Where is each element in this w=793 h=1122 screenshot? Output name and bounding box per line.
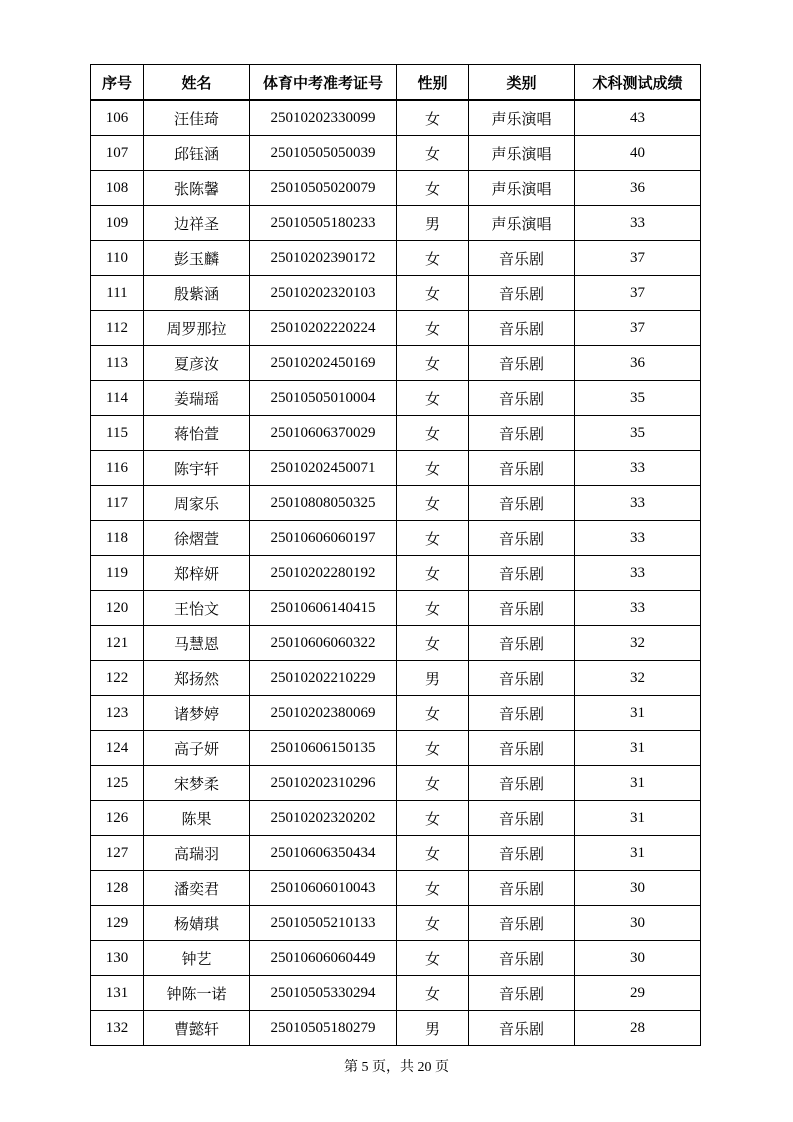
cell-score: 33	[575, 206, 701, 241]
cell-score: 30	[575, 941, 701, 976]
cell-gender: 女	[397, 521, 469, 556]
cell-name: 钟艺	[144, 941, 250, 976]
header-category: 类别	[469, 65, 575, 101]
cell-name: 殷紫涵	[144, 276, 250, 311]
header-index: 序号	[91, 65, 144, 101]
cell-category: 音乐剧	[469, 801, 575, 836]
cell-gender: 男	[397, 661, 469, 696]
table-row	[91, 906, 701, 941]
cell-category: 音乐剧	[469, 871, 575, 906]
cell-category: 音乐剧	[469, 556, 575, 591]
cell-gender: 女	[397, 381, 469, 416]
cell-gender: 女	[397, 100, 469, 136]
header-exam-id: 体育中考准考证号	[250, 65, 397, 101]
cell-name: 王怡文	[144, 591, 250, 626]
header-score: 术科测试成绩	[575, 65, 701, 101]
cell-exam-id: 25010505020079	[250, 171, 397, 206]
cell-name: 郑梓妍	[144, 556, 250, 591]
score-table	[90, 64, 701, 1046]
cell-name: 彭玉麟	[144, 241, 250, 276]
cell-category: 声乐演唱	[469, 136, 575, 171]
cell-gender: 女	[397, 906, 469, 941]
cell-index: 121	[91, 626, 144, 661]
cell-gender: 女	[397, 696, 469, 731]
cell-exam-id: 25010505180279	[250, 1011, 397, 1046]
table-row	[91, 311, 701, 346]
table-header	[91, 65, 701, 101]
table-row	[91, 871, 701, 906]
cell-category: 音乐剧	[469, 591, 575, 626]
table-row	[91, 171, 701, 206]
cell-category: 音乐剧	[469, 661, 575, 696]
table-row	[91, 836, 701, 871]
cell-index: 116	[91, 451, 144, 486]
cell-score: 35	[575, 416, 701, 451]
cell-score: 31	[575, 801, 701, 836]
cell-index: 128	[91, 871, 144, 906]
header-row	[91, 65, 701, 101]
cell-score: 30	[575, 906, 701, 941]
cell-score: 35	[575, 381, 701, 416]
cell-name: 宋梦柔	[144, 766, 250, 801]
cell-name: 夏彦汝	[144, 346, 250, 381]
cell-name: 周罗那拉	[144, 311, 250, 346]
cell-gender: 女	[397, 626, 469, 661]
cell-index: 106	[91, 100, 144, 136]
cell-exam-id: 25010606140415	[250, 591, 397, 626]
cell-gender: 女	[397, 451, 469, 486]
cell-score: 33	[575, 591, 701, 626]
cell-exam-id: 25010202320202	[250, 801, 397, 836]
cell-exam-id: 25010606060197	[250, 521, 397, 556]
cell-name: 高瑞羽	[144, 836, 250, 871]
cell-gender: 女	[397, 836, 469, 871]
cell-index: 123	[91, 696, 144, 731]
cell-score: 40	[575, 136, 701, 171]
cell-exam-id: 25010505330294	[250, 976, 397, 1011]
cell-index: 131	[91, 976, 144, 1011]
cell-name: 曹懿轩	[144, 1011, 250, 1046]
cell-index: 115	[91, 416, 144, 451]
cell-index: 119	[91, 556, 144, 591]
cell-category: 音乐剧	[469, 731, 575, 766]
cell-category: 音乐剧	[469, 486, 575, 521]
cell-exam-id: 25010808050325	[250, 486, 397, 521]
cell-name: 钟陈一诺	[144, 976, 250, 1011]
cell-score: 33	[575, 486, 701, 521]
header-gender: 性别	[397, 65, 469, 101]
cell-score: 33	[575, 521, 701, 556]
cell-score: 37	[575, 241, 701, 276]
cell-category: 声乐演唱	[469, 100, 575, 136]
cell-index: 107	[91, 136, 144, 171]
cell-category: 音乐剧	[469, 906, 575, 941]
cell-index: 124	[91, 731, 144, 766]
table-row	[91, 626, 701, 661]
cell-name: 周家乐	[144, 486, 250, 521]
cell-gender: 女	[397, 276, 469, 311]
table-row	[91, 976, 701, 1011]
cell-score: 29	[575, 976, 701, 1011]
cell-score: 31	[575, 836, 701, 871]
table-row	[91, 451, 701, 486]
cell-gender: 女	[397, 976, 469, 1011]
cell-name: 杨婧琪	[144, 906, 250, 941]
cell-name: 陈果	[144, 801, 250, 836]
cell-category: 音乐剧	[469, 276, 575, 311]
cell-index: 120	[91, 591, 144, 626]
table-row	[91, 696, 701, 731]
cell-category: 音乐剧	[469, 416, 575, 451]
cell-index: 122	[91, 661, 144, 696]
cell-name: 马慧恩	[144, 626, 250, 661]
cell-category: 音乐剧	[469, 381, 575, 416]
cell-category: 音乐剧	[469, 836, 575, 871]
table-row	[91, 241, 701, 276]
table-row	[91, 1011, 701, 1046]
cell-score: 30	[575, 871, 701, 906]
cell-gender: 女	[397, 801, 469, 836]
cell-exam-id: 25010202380069	[250, 696, 397, 731]
cell-index: 132	[91, 1011, 144, 1046]
cell-index: 113	[91, 346, 144, 381]
cell-gender: 男	[397, 1011, 469, 1046]
cell-category: 声乐演唱	[469, 206, 575, 241]
cell-exam-id: 25010202320103	[250, 276, 397, 311]
cell-score: 37	[575, 311, 701, 346]
cell-exam-id: 25010606350434	[250, 836, 397, 871]
cell-exam-id: 25010505180233	[250, 206, 397, 241]
cell-category: 声乐演唱	[469, 171, 575, 206]
cell-score: 31	[575, 731, 701, 766]
cell-index: 126	[91, 801, 144, 836]
table-row	[91, 661, 701, 696]
cell-index: 130	[91, 941, 144, 976]
cell-category: 音乐剧	[469, 766, 575, 801]
table-row	[91, 100, 701, 136]
cell-name: 徐熠萱	[144, 521, 250, 556]
cell-category: 音乐剧	[469, 346, 575, 381]
cell-score: 28	[575, 1011, 701, 1046]
table-row	[91, 941, 701, 976]
cell-score: 36	[575, 346, 701, 381]
cell-category: 音乐剧	[469, 941, 575, 976]
cell-category: 音乐剧	[469, 1011, 575, 1046]
page-footer: 第 5 页，共 20 页	[344, 1060, 449, 1075]
cell-index: 110	[91, 241, 144, 276]
cell-gender: 女	[397, 241, 469, 276]
cell-gender: 女	[397, 941, 469, 976]
cell-name: 张陈馨	[144, 171, 250, 206]
cell-name: 蒋怡萱	[144, 416, 250, 451]
cell-name: 郑扬然	[144, 661, 250, 696]
cell-gender: 女	[397, 311, 469, 346]
table-row	[91, 381, 701, 416]
cell-gender: 女	[397, 416, 469, 451]
cell-score: 36	[575, 171, 701, 206]
cell-category: 音乐剧	[469, 311, 575, 346]
cell-index: 111	[91, 276, 144, 311]
table-row	[91, 766, 701, 801]
cell-gender: 女	[397, 766, 469, 801]
cell-name: 陈宇轩	[144, 451, 250, 486]
table-row	[91, 521, 701, 556]
table-row	[91, 416, 701, 451]
cell-index: 117	[91, 486, 144, 521]
cell-index: 129	[91, 906, 144, 941]
cell-score: 32	[575, 626, 701, 661]
cell-score: 33	[575, 451, 701, 486]
cell-exam-id: 25010202450169	[250, 346, 397, 381]
cell-exam-id: 25010606010043	[250, 871, 397, 906]
cell-category: 音乐剧	[469, 626, 575, 661]
cell-exam-id: 25010202280192	[250, 556, 397, 591]
cell-index: 125	[91, 766, 144, 801]
cell-index: 109	[91, 206, 144, 241]
cell-score: 37	[575, 276, 701, 311]
cell-name: 姜瑞瑶	[144, 381, 250, 416]
cell-name: 潘奕君	[144, 871, 250, 906]
cell-gender: 女	[397, 871, 469, 906]
cell-category: 音乐剧	[469, 696, 575, 731]
cell-exam-id: 25010202330099	[250, 100, 397, 136]
cell-exam-id: 25010202310296	[250, 766, 397, 801]
cell-score: 43	[575, 100, 701, 136]
cell-index: 108	[91, 171, 144, 206]
cell-index: 112	[91, 311, 144, 346]
cell-gender: 男	[397, 206, 469, 241]
cell-exam-id: 25010606060449	[250, 941, 397, 976]
cell-score: 31	[575, 696, 701, 731]
cell-exam-id: 25010505010004	[250, 381, 397, 416]
cell-exam-id: 25010606370029	[250, 416, 397, 451]
table-row	[91, 136, 701, 171]
cell-exam-id: 25010202390172	[250, 241, 397, 276]
cell-score: 32	[575, 661, 701, 696]
cell-name: 邱钰涵	[144, 136, 250, 171]
header-name: 姓名	[144, 65, 250, 101]
cell-score: 33	[575, 556, 701, 591]
table-row	[91, 486, 701, 521]
cell-score: 31	[575, 766, 701, 801]
table-row	[91, 346, 701, 381]
table-row	[91, 731, 701, 766]
cell-exam-id: 25010606060322	[250, 626, 397, 661]
cell-category: 音乐剧	[469, 976, 575, 1011]
table-row	[91, 591, 701, 626]
cell-exam-id: 25010505210133	[250, 906, 397, 941]
cell-index: 127	[91, 836, 144, 871]
cell-gender: 女	[397, 136, 469, 171]
cell-gender: 女	[397, 731, 469, 766]
cell-exam-id: 25010202450071	[250, 451, 397, 486]
cell-gender: 女	[397, 346, 469, 381]
cell-index: 114	[91, 381, 144, 416]
cell-category: 音乐剧	[469, 521, 575, 556]
cell-category: 音乐剧	[469, 451, 575, 486]
cell-category: 音乐剧	[469, 241, 575, 276]
table-row	[91, 276, 701, 311]
table-body	[91, 100, 701, 1046]
table-row	[91, 801, 701, 836]
cell-name: 边祥圣	[144, 206, 250, 241]
cell-gender: 女	[397, 171, 469, 206]
cell-name: 诸梦婷	[144, 696, 250, 731]
table-row	[91, 556, 701, 591]
cell-exam-id: 25010202220224	[250, 311, 397, 346]
cell-exam-id: 25010505050039	[250, 136, 397, 171]
cell-index: 118	[91, 521, 144, 556]
cell-name: 汪佳琦	[144, 100, 250, 136]
cell-exam-id: 25010606150135	[250, 731, 397, 766]
cell-name: 高子妍	[144, 731, 250, 766]
table-row	[91, 206, 701, 241]
cell-gender: 女	[397, 556, 469, 591]
cell-exam-id: 25010202210229	[250, 661, 397, 696]
cell-gender: 女	[397, 486, 469, 521]
cell-gender: 女	[397, 591, 469, 626]
